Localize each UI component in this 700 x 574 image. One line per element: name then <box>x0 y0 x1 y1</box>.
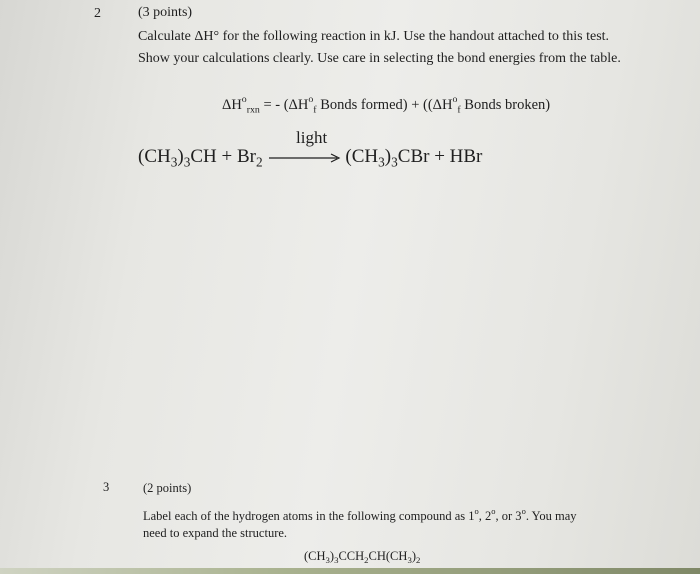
question-3-points: (2 points) <box>143 481 192 495</box>
formula-rxn-sub: rxn <box>246 104 260 116</box>
question-3-compound: $(CH_3)_3CCH_2CH(CH_3)_2$ <box>304 549 421 565</box>
formula-bonds-broken: Bonds broken) <box>460 96 551 113</box>
question-3-instruction-line-2: need to expand the structure. <box>143 526 288 540</box>
arrow-icon <box>267 152 345 164</box>
formula-degree-sup-3: o <box>452 94 458 105</box>
question-3-number: 3 <box>103 480 110 494</box>
question-2-number: 2 <box>94 6 101 21</box>
question-2-points: (3 points) <box>138 5 193 20</box>
product-tert-butyl-bromide: $(CH_3)_3CBr$ + HBr <box>345 146 483 170</box>
reaction-equation <box>138 146 482 170</box>
reaction-arrow <box>267 148 345 168</box>
formula-f-sub: f <box>313 104 317 116</box>
formula-f-sub-2: f <box>457 104 461 116</box>
formula-delta-h: ΔH <box>222 96 242 113</box>
formula-middle: = - (ΔH <box>259 96 309 113</box>
formula-degree-sup: o <box>241 94 247 105</box>
formula-degree-sup-2: o <box>308 94 314 105</box>
formula-bonds-formed: Bonds formed) + ((ΔH <box>316 96 453 113</box>
enthalpy-formula <box>222 94 550 115</box>
question-2-instruction-line-2: Show your calculations clearly. Use care in selecting the bond energies from the table. <box>138 51 621 66</box>
desk-edge <box>0 568 700 574</box>
question-2-instruction-line-1: Calculate ΔH° for the following reaction in kJ. Use the handout attached to this test. <box>138 29 610 44</box>
reaction-condition-light: light <box>296 128 328 147</box>
question-3-instruction-line-1: Label each of the hydrogen atoms in the following compound as 1$^o$, 2$^o$, or 3$^o$. You may <box>143 506 577 523</box>
reactant-isobutane: $(CH_3)_3CH + Br_2$ <box>138 146 263 170</box>
